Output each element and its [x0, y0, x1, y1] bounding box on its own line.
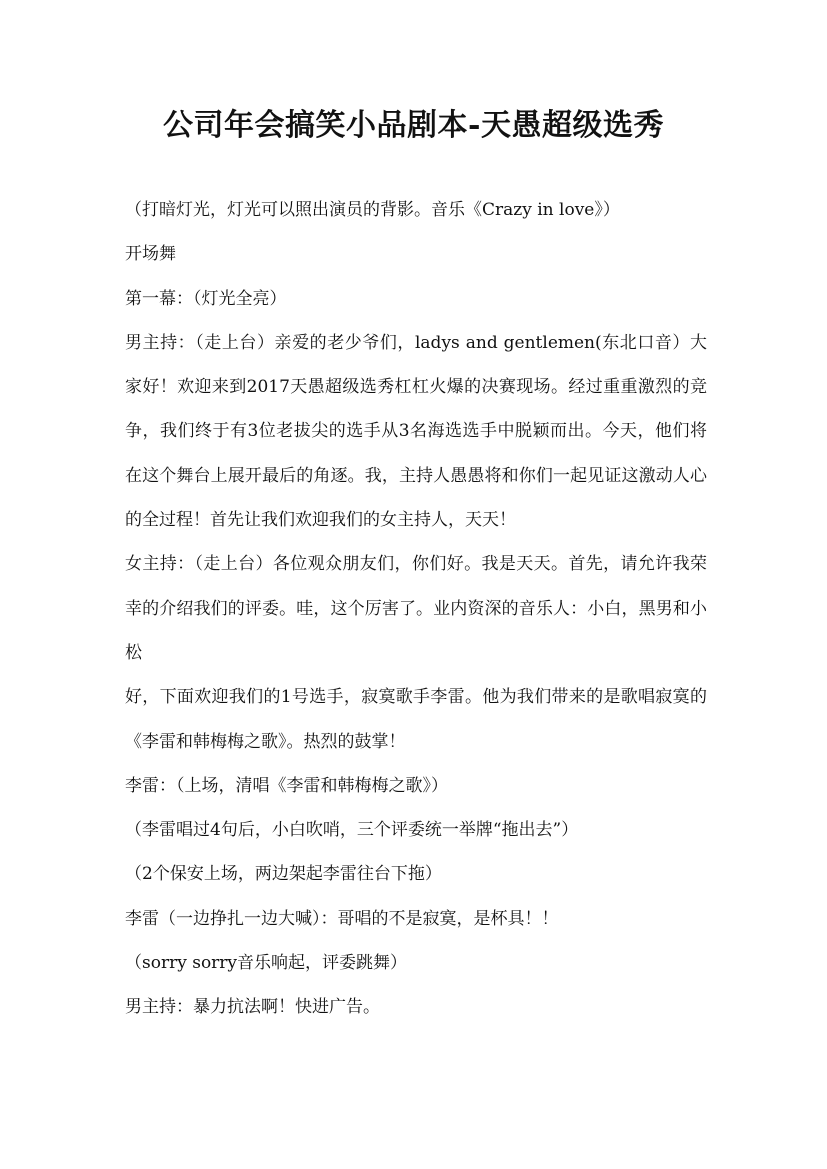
lilei-line: 李雷：（上场，清唱《李雷和韩梅梅之歌》）	[125, 775, 448, 796]
male-host-line: 男主持：（走上台）亲爱的老少爷们，ladys and gentlemen(东北口音）大家好！欢迎来到2017天愚超级选秀杠杠火爆的决赛现场。经过重重激烈的竞争，我们终于有3位老拔尖的选手从3名海选选手中脱颖而出。今天，他们将在这个舞台上展开最后的角逐。我，主持人愚愚将和你们一起见证这激动人心的全过程！首先让我们欢迎我们的女主持人，天天！	[125, 332, 707, 531]
stage-direction-opening: （打暗灯光，灯光可以照出演员的背影。音乐《Crazy in love》）	[125, 200, 620, 220]
act-one-heading: 第一幕：（灯光全亮）	[125, 288, 287, 309]
document-title: 公司年会搞笑小品剧本-天愚超级选秀	[163, 108, 664, 143]
stage-direction-guards: （2个保安上场，两边架起李雷往台下拖）	[125, 864, 442, 885]
opening-dance: 开场舞	[125, 244, 176, 265]
stage-direction-music: （sorry sorry音乐响起，评委跳舞）	[125, 953, 408, 974]
female-host-line: 女主持：（走上台）各位观众朋友们，你们好。我是天天。首先，请允许我荣幸的介绍我们的评委。哇，这个厉害了。业内资深的音乐人：小白，黑男和小松	[125, 554, 707, 663]
male-host-closing: 男主持：暴力抗法啊！快进广告。	[125, 997, 380, 1018]
stage-direction-judges: （李雷唱过4句后，小白吹哨，三个评委统一举牌“拖出去”）	[125, 820, 579, 841]
contestant-intro: 好，下面欢迎我们的1号选手，寂寞歌手李雷。他为我们带来的是歌唱寂寞的《李雷和韩梅梅之歌》。热烈的鼓掌！	[125, 687, 707, 752]
document-body	[125, 188, 707, 1030]
lilei-shout: 李雷（一边挣扎一边大喊）：哥唱的不是寂寞，是杯具！！	[125, 908, 559, 929]
